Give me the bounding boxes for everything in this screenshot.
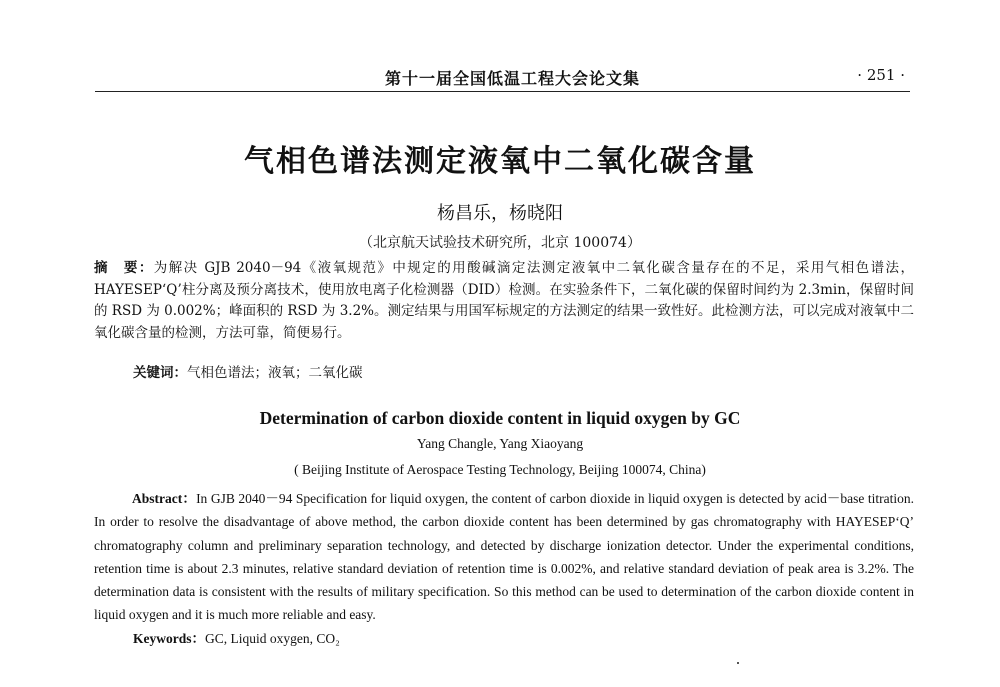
- abstract-en-label: Abstract：: [132, 491, 197, 506]
- authors-cn: 杨昌乐，杨晓阳: [437, 203, 563, 224]
- journal-title: 第十一届全国低温工程大会论文集: [385, 69, 641, 88]
- abstract-cn-text: 为解决 GJB 2040－94《液氧规范》中规定的用酸碱滴定法测定液氧中二氧化碳含量存在的不足，采用气相色谱法，HAYESEP‘Q’柱分离及预分离技术，使用放电离子化检测器（DID）检测。在实验条件下，二氧化碳的保留时间约为 2.3min，保留时间的 RSD 为 0.002%；峰面积的 RSD 为 3.2%。测定结果与用国军标规定的方法测定的结果一致性好。此检测方法，可以完成对液氧中二氧化碳含量的检测，方法可靠，简便易行。: [94, 260, 914, 341]
- paper-title-en: Determination of carbon dioxide content in liquid oxygen by GC: [259, 408, 741, 428]
- page-header: [95, 54, 910, 92]
- keywords-en-label: Keywords：: [133, 631, 205, 646]
- abstract-en: [94, 487, 914, 627]
- affiliation-en: ( Beijing Institute of Aerospace Testing Technology, Beijing 100074, China): [294, 462, 706, 477]
- scan-speck: [737, 662, 739, 664]
- paper-title-cn: 气相色谱法测定液氧中二氧化碳含量: [244, 144, 756, 179]
- abstract-cn: [94, 258, 914, 344]
- keywords-en-text: GC, Liquid oxygen, CO₂: [205, 631, 340, 646]
- header-rule: [95, 91, 910, 92]
- abstract-cn-label: 摘 要：: [94, 260, 154, 276]
- keywords-cn-label: 关键词：: [133, 365, 187, 381]
- abstract-en-text: In GJB 2040－94 Specification for liquid oxygen, the content of carbon dioxide in liquid oxygen is detected by acid－base titration. In order to resolve the disadvantage of above method, the carbon dioxide content has been determined by gas chromatography with HAYESEP‘Q’ chromatography column and preliminary separation technology, and detected by discharge ionization detector. Under the experimental conditions, retention time is about 2.3 minutes, relative standard deviation of retention time is 0.002%, and relative standard deviation of peak area is 3.2%. The determination data is consistent with the results of military specification. So this method can be used to determination of the carbon dioxide content in liquid oxygen and it is much more reliable and easy.: [94, 491, 914, 623]
- keywords-en: [133, 627, 340, 647]
- affiliation-cn: （北京航天试验技术研究所，北京 100074）: [359, 235, 641, 251]
- page-number: · 251 ·: [857, 66, 905, 84]
- authors-en: Yang Changle, Yang Xiaoyang: [416, 436, 584, 451]
- keywords-cn-text: 气相色谱法；液氧；二氧化碳: [187, 365, 363, 381]
- keywords-cn: [133, 361, 363, 381]
